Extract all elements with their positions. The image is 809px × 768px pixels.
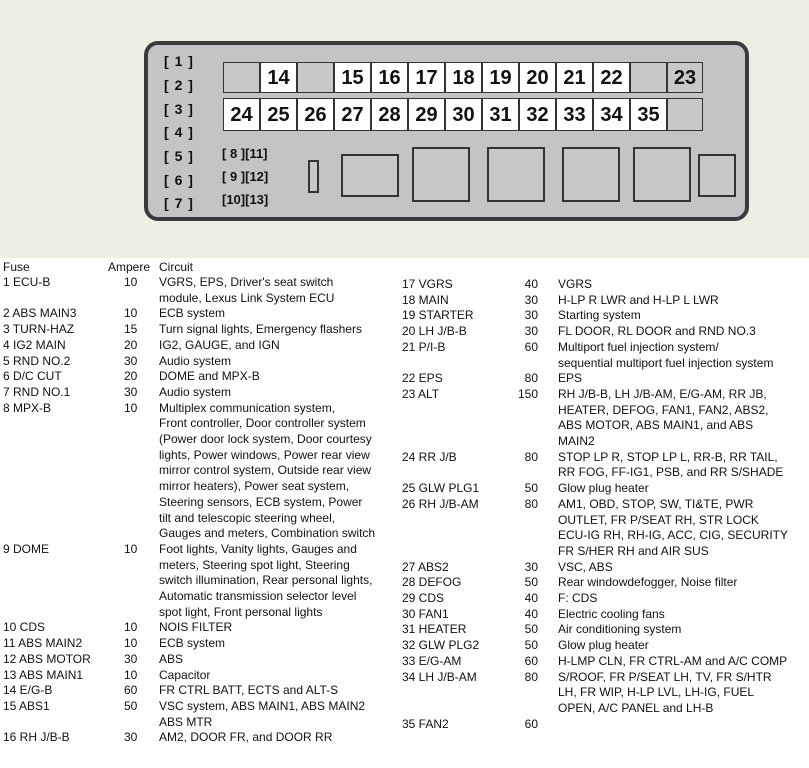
fuse-circuit: Turn signal lights, Emergency flashers (159, 322, 362, 337)
fuse-name: 27 ABS2 (402, 559, 449, 574)
fuse-name: 34 LH J/B-AM (402, 669, 477, 684)
fuse-name: 16 RH J/B-B (3, 730, 70, 745)
fuse-circuit: Capacitor (159, 667, 211, 682)
diagram-background (0, 0, 809, 258)
fuse-name: 10 CDS (3, 620, 46, 635)
fuse-name: 6 D/C CUT (3, 369, 62, 384)
fuse-circuit: H-LMP CLN, FR CTRL-AM and A/C COMP (558, 653, 788, 668)
fuse-circuit: Audio system (159, 384, 232, 399)
fuse-name: 8 MPX-B (3, 400, 52, 415)
fuse-circuit: Multiplex communication system, Front controller, Door controller system (Power door lock system, Door courtesy lights, Power windows, Power rear view mirror control system, Outside rear view mirror heaters), Power seat system, Steering sensors, ECB system, Power tilt and telescopic steering wheel, Gauges and meters, Combination switch (159, 400, 376, 541)
fuse-ampere: 50 (524, 481, 538, 496)
fuse-circuit: Electric cooling fans (558, 606, 665, 621)
fuse-circuit: FR CTRL BATT, ECTS and ALT-S (159, 683, 339, 698)
row-label-6: [ 6 ] (164, 172, 194, 188)
fuse-ampere: 30 (124, 384, 138, 399)
fuse-ampere: 60 (524, 716, 538, 731)
fuse-name: 1 ECU-B (3, 275, 51, 289)
fuse-circuit: Starting system (558, 308, 641, 323)
fuse-cell-17: 17 (408, 62, 445, 93)
relay-block (487, 147, 545, 202)
fuse-circuit: VSC system, ABS MAIN1, ABS MAIN2 ABS MTR (159, 698, 366, 729)
fuse-name: 28 DEFOG (402, 575, 462, 590)
fuse-circuit: Rear windowdefogger, Noise filter (558, 575, 738, 590)
fuse-cell-26: 26 (297, 98, 334, 131)
fuse-ampere: 30 (524, 559, 538, 574)
fuse-ampere: 50 (524, 622, 538, 637)
fuse-name: 7 RND NO.1 (3, 384, 71, 399)
fuse-ampere: 30 (124, 651, 138, 666)
fuse-circuit: Multiport fuel injection system/ sequential multiport fuel injection system (558, 339, 774, 370)
fuse-circuit: AM1, OBD, STOP, SW, TI&TE, PWR OUTLET, FR P/SEAT RH, STR LOCK ECU-IG RH, RH-IG, ACC, CIG, SECURITY FR S/HER RH and AIR SUS (558, 496, 789, 558)
fuse-name: 3 TURN-HAZ (3, 322, 75, 337)
fuse-circuit: VSC, ABS (558, 559, 613, 574)
relay-block (562, 147, 620, 202)
fuse-cell-27: 27 (334, 98, 371, 131)
row-label-7: [ 7 ] (164, 195, 194, 211)
fuse-ampere: 30 (124, 353, 138, 368)
fuse-circuit: Audio system (159, 353, 232, 368)
header-ampere: Ampere (108, 260, 151, 274)
fuse-cell-21: 21 (556, 62, 593, 93)
fuse-circuit: ABS (159, 651, 184, 666)
fuse-cell-29: 29 (408, 98, 445, 131)
fuse-name: 9 DOME (3, 541, 50, 556)
fuse-ampere: 10 (124, 400, 138, 415)
fuse-name: 33 E/G-AM (402, 653, 462, 668)
fuse-name: 18 MAIN (402, 292, 449, 307)
fuse-ampere: 50 (124, 698, 138, 713)
row-label-3: [ 3 ] (164, 101, 194, 117)
fuse-circuit: H-LP R LWR and H-LP L LWR (558, 292, 719, 307)
fuse-ampere: 10 (124, 541, 138, 556)
fuse-name: 32 GLW PLG2 (402, 638, 480, 653)
fuse-circuit: STOP LP R, STOP LP L, RR-B, RR TAIL, RR FOG, FF-IG1, PSB, and RR S/SHADE (558, 449, 784, 480)
fuse-cell-empty (223, 62, 260, 93)
fuse-circuit: Air conditioning system (558, 622, 682, 637)
fuse-circuit: ECB system (159, 306, 226, 321)
fuse-name: 25 GLW PLG1 (402, 481, 480, 496)
fuse-name: 30 FAN1 (402, 606, 449, 621)
fuse-ampere: 10 (124, 667, 138, 682)
fuse-cell-20: 20 (519, 62, 556, 93)
fuse-cell-16: 16 (371, 62, 408, 93)
fuse-circuit: FL DOOR, RL DOOR and RND NO.3 (558, 324, 756, 339)
fuse-name: 11 ABS MAIN2 (3, 636, 83, 651)
fuse-ampere: 30 (524, 292, 538, 307)
fuse-ampere: 60 (524, 653, 538, 668)
fuse-cell-19: 19 (482, 62, 519, 93)
fuse-cell-25: 25 (260, 98, 297, 131)
fuse-circuit: Glow plug heater (558, 481, 649, 496)
fuse-ampere: 15 (124, 322, 138, 337)
fuse-cell-empty (630, 62, 667, 93)
fuse-ampere: 10 (124, 620, 138, 635)
fuse-cell-14: 14 (260, 62, 297, 93)
fuse-ampere: 80 (524, 669, 538, 684)
fuse-cell-34: 34 (593, 98, 630, 131)
relay-block (341, 154, 399, 197)
fuse-name: 5 RND NO.2 (3, 353, 71, 368)
row-label-2: [ 2 ] (164, 77, 194, 93)
fuse-ampere: 40 (524, 606, 538, 621)
fuse-circuit: NOIS FILTER (159, 620, 233, 635)
fuse-ampere: 50 (524, 638, 538, 653)
fuse-cell-15: 15 (334, 62, 371, 93)
fuse-circuit: Foot lights, Vanity lights, Gauges and meters, Steering spot light, Steering switch illumination, Rear personal lights, Automatic transmission selector level spot light, Front personal lights (159, 541, 373, 619)
fuse-name: 12 ABS MOTOR (3, 651, 91, 666)
fuse-circuit: IG2, GAUGE, and IGN (159, 337, 280, 352)
fuse-name: 24 RR J/B (402, 449, 457, 464)
fuse-cell-23: 23 (667, 62, 703, 93)
fuse-circuit: AM2, DOOR FR, and DOOR RR (159, 730, 333, 745)
fuse-circuit: RH J/B-B, LH J/B-AM, E/G-AM, RR JB, HEATER, DEFOG, FAN1, FAN2, ABS2, ABS MOTOR, ABS MAIN1, and ABS MAIN2 (558, 386, 769, 448)
fuse-name: 23 ALT (402, 386, 440, 401)
fuse-cell-33: 33 (556, 98, 593, 131)
fuse-ampere: 60 (524, 339, 538, 354)
fuse-cell-31: 31 (482, 98, 519, 131)
fuse-cell-22: 22 (593, 62, 630, 93)
relay-block (698, 154, 736, 197)
fuse-ampere: 20 (124, 337, 138, 352)
relay-block (633, 147, 691, 202)
fuse-cell-empty (297, 62, 334, 93)
fuse-ampere: 80 (524, 371, 538, 386)
fuse-ampere: 10 (124, 306, 138, 321)
header-fuse: Fuse (3, 260, 30, 274)
fuse-cell-24: 24 (223, 98, 260, 131)
fuse-circuit: Glow plug heater (558, 638, 649, 653)
relay-block (412, 147, 470, 202)
fuse-ampere: 80 (524, 449, 538, 464)
fuse-name: 22 EPS (402, 371, 443, 386)
row-label-1: [ 1 ] (164, 53, 194, 69)
fuse-cell-28: 28 (371, 98, 408, 131)
fuse-cell-35: 35 (630, 98, 667, 131)
fuse-name: 31 HEATER (402, 622, 467, 637)
fuse-name: 2 ABS MAIN3 (3, 306, 77, 321)
fuse-name: 14 E/G-B (3, 683, 53, 698)
fuse-name: 26 RH J/B-AM (402, 496, 479, 511)
row-label-4: [ 4 ] (164, 124, 194, 140)
fuse-ampere: 20 (124, 369, 138, 384)
fuse-circuit: VGRS, EPS, Driver's seat switch module, Lexus Link System ECU (159, 275, 335, 305)
fuse-ampere: 30 (124, 730, 138, 745)
fuse-circuit: DOME and MPX-B (159, 369, 260, 384)
fuse-cell-empty (667, 98, 703, 131)
fuse-ampere: 10 (124, 636, 138, 651)
fuse-circuit: VGRS (558, 277, 593, 291)
small-fuse-label-10-13: [10][13] (222, 192, 269, 207)
fuse-name: 35 FAN2 (402, 716, 449, 731)
fuse-name: 21 P/I-B (402, 339, 446, 354)
small-fuse-label-8-11: [ 8 ][11] (222, 146, 268, 161)
fuse-ampere: 60 (124, 683, 138, 698)
fuse-ampere: 150 (517, 386, 538, 401)
fuse-name: 19 STARTER (402, 308, 474, 323)
fuse-name: 13 ABS MAIN1 (3, 667, 84, 682)
fuse-name: 15 ABS1 (3, 698, 50, 713)
fuse-name: 20 LH J/B-B (402, 324, 467, 339)
fuse-ampere: 10 (124, 275, 138, 289)
fuse-cell-32: 32 (519, 98, 556, 131)
header-circuit: Circuit (159, 260, 194, 274)
fuse-circuit: ECB system (159, 636, 226, 651)
fuse-cell-18: 18 (445, 62, 482, 93)
small-fuse-label-9-12: [ 9 ][12] (222, 169, 269, 184)
fuse-ampere: 40 (524, 277, 538, 291)
fuse-ampere: 40 (524, 591, 538, 605)
row-label-5: [ 5 ] (164, 148, 194, 164)
fuse-ampere: 30 (524, 324, 538, 339)
fuse-ampere: 30 (524, 308, 538, 323)
fuse-circuit: EPS (558, 371, 583, 386)
fuse-ampere: 50 (524, 575, 538, 590)
fuse-slot (308, 160, 319, 193)
fuse-name: 4 IG2 MAIN (3, 337, 66, 352)
fuse-circuit: F: CDS (558, 591, 598, 605)
fuse-cell-30: 30 (445, 98, 482, 131)
fuse-ampere: 80 (524, 496, 538, 511)
fuse-circuit: S/ROOF, FR P/SEAT LH, TV, FR S/HTR LH, FR WIP, H-LP LVL, LH-IG, FUEL OPEN, A/C PANEL and LH-B (558, 669, 772, 715)
fuse-name: 17 VGRS (402, 277, 453, 291)
fuse-name: 29 CDS (402, 591, 445, 605)
